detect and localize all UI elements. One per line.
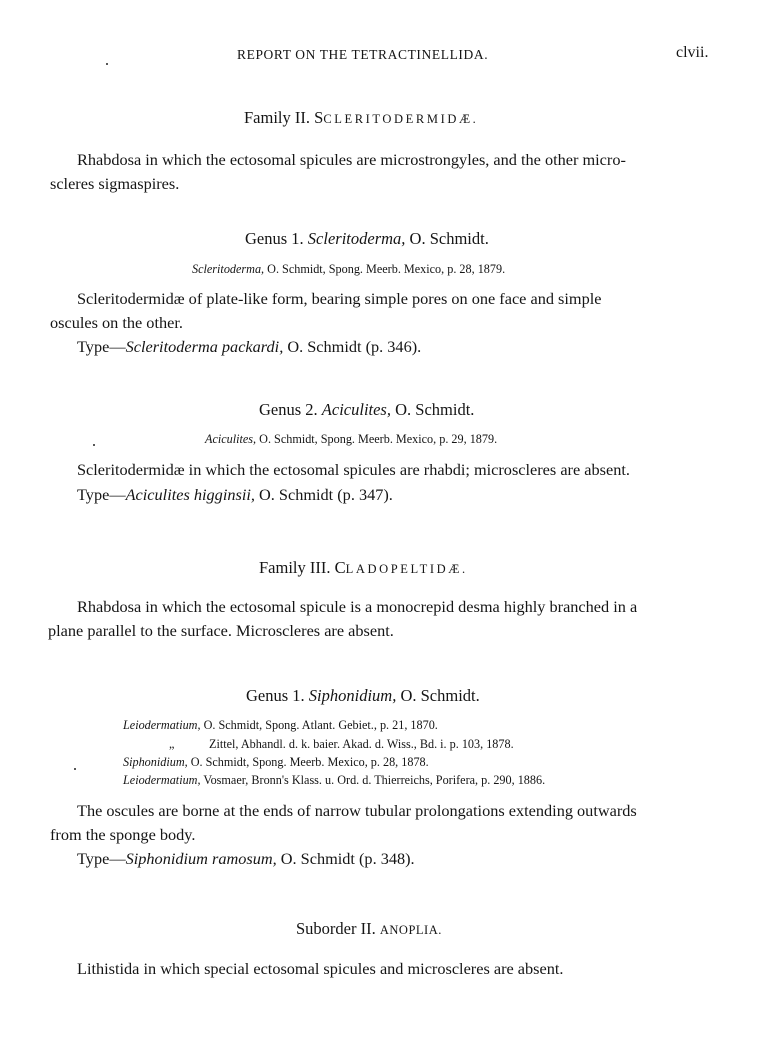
type-prefix: Type— [77,849,126,868]
genus-description-line: Scleritodermidæ in which the ectosomal spicules are rhabdi; microscleres are absent. [77,460,630,479]
genus-heading-scleritoderma [245,229,489,249]
suborder-description: Lithistida in which special ectosomal spicules and microscleres are absent. [77,959,564,978]
genus-heading-siphonidium [246,686,480,706]
heading-prefix: Suborder II. [296,919,376,938]
genus-name: Siphonidium, [308,686,397,705]
family-heading-cladopeltidae [259,558,468,578]
citation-source: Vosmaer, Bronn's Klass. u. Ord. d. Thierreichs, Porifera, p. 290, 1886. [203,773,546,787]
heading-prefix: Family II. [244,108,310,127]
family-heading-scleritodermidae [244,108,478,128]
type-species-line [77,337,421,357]
citation-line [205,432,497,447]
citation-line [123,773,545,788]
heading-prefix: Family III. [259,558,331,577]
genus-author: O. Schmidt. [395,400,475,419]
genus-name: Aciculites, [321,400,391,419]
type-author: O. Schmidt (p. 346). [287,337,422,356]
heading-prefix: Genus 1. [246,686,305,705]
genus-author: O. Schmidt. [400,686,480,705]
citation-name: Scleritoderma, [192,262,265,276]
genus-description-line: oscules on the other. [50,313,183,332]
citation-name: Siphonidium, [123,755,188,769]
type-species-name: Aciculites higginsii, [125,485,255,504]
heading-smallcaps: CLERITODERMIDÆ. [323,112,479,126]
citation-source: O. Schmidt, Spong. Atlant. Gebiet., p. 21, 1870. [203,718,438,732]
genus-description-line: Scleritodermidæ of plate-like form, bearing simple pores on one face and simple [77,289,602,308]
type-species-name: Scleritoderma packardi, [125,337,284,356]
type-prefix: Type— [77,337,126,356]
genus-description-line: The oscules are borne at the ends of narrow tubular prolongations extending outwards [77,801,637,820]
genus-name: Scleritoderma, [307,229,406,248]
speck-mark [106,63,108,65]
citation-name: Leiodermatium, [123,718,201,732]
speck-mark [93,444,95,446]
citation-source: O. Schmidt, Spong. Meerb. Mexico, p. 29, 1879. [259,432,498,446]
heading-initial: S [314,108,324,127]
type-prefix: Type— [77,485,126,504]
genus-description-line: from the sponge body. [50,825,196,844]
citation-name: Aciculites, [205,432,257,446]
heading-prefix: Genus 2. [259,400,318,419]
family-description-line: Rhabdosa in which the ectosomal spicule is a monocrepid desma highly branched in a [77,597,638,616]
type-species-line [77,485,393,505]
type-species-name: Siphonidium ramosum, [125,849,277,868]
ditto-mark: „ [169,737,175,751]
citation-source: O. Schmidt, Spong. Meerb. Mexico, p. 28, 1879. [267,262,506,276]
type-species-line [77,849,415,869]
genus-heading-aciculites [259,400,474,420]
genus-author: O. Schmidt. [409,229,489,248]
family-description-line: Rhabdosa in which the ectosomal spicules are microstrongyles, and the other micro- [77,150,626,169]
running-head-title: REPORT ON THE TETRACTINELLIDA. [237,47,489,62]
family-description-line: scleres sigmaspires. [50,174,180,193]
page-number: clvii. [676,44,709,61]
citation-line [192,262,505,277]
citation-source: O. Schmidt, Spong. Meerb. Mexico, p. 28, 1878. [190,755,429,769]
citation-line [169,737,514,752]
type-author: O. Schmidt (p. 348). [280,849,415,868]
citation-line [123,718,438,733]
heading-smallcaps: ANOPLIA. [379,923,442,937]
type-author: O. Schmidt (p. 347). [259,485,393,504]
citation-source: Zittel, Abhandl. d. k. baier. Akad. d. Wiss., Bd. i. p. 103, 1878. [209,737,514,751]
heading-smallcaps: LADOPELTIDÆ. [345,562,468,576]
heading-prefix: Genus 1. [245,229,304,248]
heading-initial: C [334,558,346,577]
suborder-heading-anoplia [296,919,442,939]
speck-mark [74,768,76,770]
citation-line [123,755,429,770]
citation-name: Leiodermatium, [123,773,201,787]
family-description-line: plane parallel to the surface. Microscleres are absent. [48,621,394,640]
